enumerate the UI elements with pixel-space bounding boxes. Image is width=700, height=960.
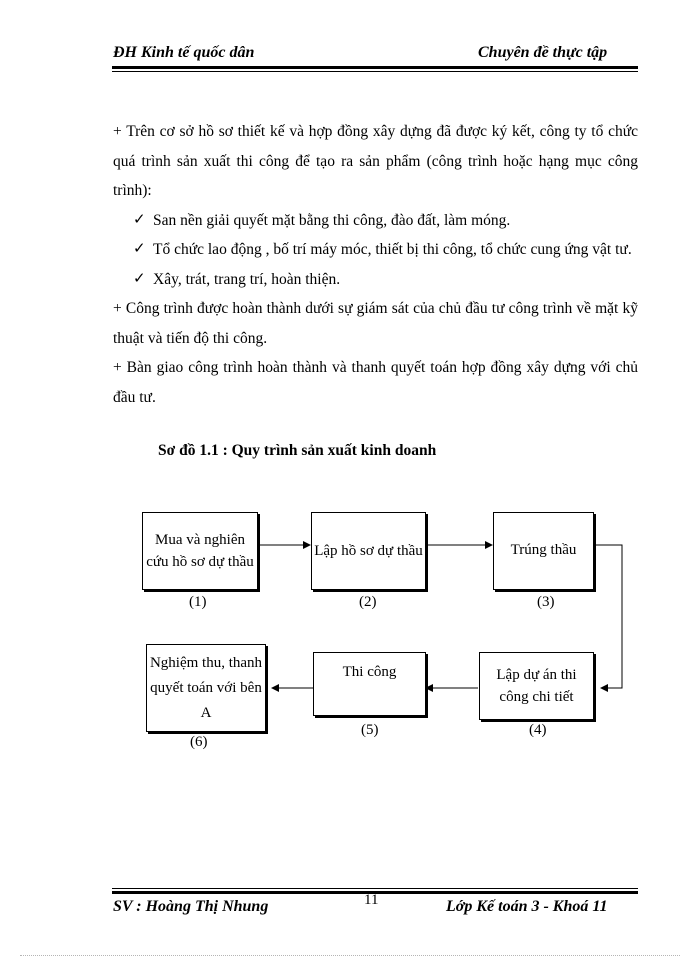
step-4-label: Lập dự án thi công chi tiết [496, 667, 577, 705]
step-4-number: (4) [529, 722, 547, 738]
bullet-text: Tổ chức lao động , bố trí máy móc, thiết bị thi công, tổ chức cung ứng vật tư. [153, 241, 632, 258]
bullet-text: Xây, trát, trang trí, hoàn thiện. [153, 270, 341, 288]
step-5-label: Thi công [342, 664, 397, 680]
page-number: 11 [364, 892, 379, 908]
footer-rule-thin [112, 888, 638, 889]
checkmark-icon: ✓ [133, 241, 146, 257]
paragraph-3: + Bàn giao công trình hoàn thành và thanh quyết toán hợp đồng xây dựng với chủ đầu tư. [113, 359, 638, 406]
bullet-text: San nền giải quyết mặt bằng thi công, đào đất, làm móng. [153, 211, 511, 229]
step-1-label: Mua và nghiên cứu hồ sơ dự thầu [146, 532, 254, 570]
step-6-box [146, 644, 266, 732]
step-6-number: (6) [190, 734, 208, 750]
step-3-box [493, 512, 594, 590]
paragraph-2: + Công trình được hoàn thành dưới sự giám sát của chủ đầu tư công trình về mặt kỹ thuật và tiến độ thi công. [113, 300, 638, 347]
arrow-3-to-4 [594, 545, 622, 688]
diagram-caption: Sơ đồ 1.1 : Quy trình sản xuất kinh doanh [158, 442, 437, 459]
step-3-label: Trúng thầu [510, 542, 577, 558]
footer-class-name: Lớp Kế toán 3 - Khoá 11 [446, 898, 608, 915]
step-2-number: (2) [359, 594, 377, 610]
step-4-box [479, 652, 594, 720]
checkmark-icon: ✓ [133, 270, 146, 287]
checkmark-icon: ✓ [133, 211, 146, 228]
header-right-title: Chuyên đề thực tập [478, 44, 608, 61]
paragraph-1: + Trên cơ sở hồ sơ thiết kế và hợp đồng xây dựng đã được ký kết, công ty tổ chức quá trình sản xuất thi công để tạo ra sản phẩm (công trình hoặc hạng mục công trình): [113, 123, 638, 199]
step-6-label: Nghiệm thu, thanh quyết toán với bên A [149, 654, 263, 721]
step-2-label: Lập hồ sơ dự thầu [314, 543, 423, 559]
step-2-box [311, 512, 426, 590]
header-left-title: ĐH Kinh tế quốc dân [113, 44, 255, 61]
step-5-number: (5) [361, 722, 379, 738]
step-1-number: (1) [189, 594, 207, 610]
step-3-number: (3) [537, 594, 555, 610]
step-1-box [142, 512, 258, 590]
page-bottom-dotted-line [20, 955, 680, 956]
footer-student-name: SV : Hoàng Thị Nhung [113, 898, 269, 915]
step-5-box [313, 652, 426, 716]
